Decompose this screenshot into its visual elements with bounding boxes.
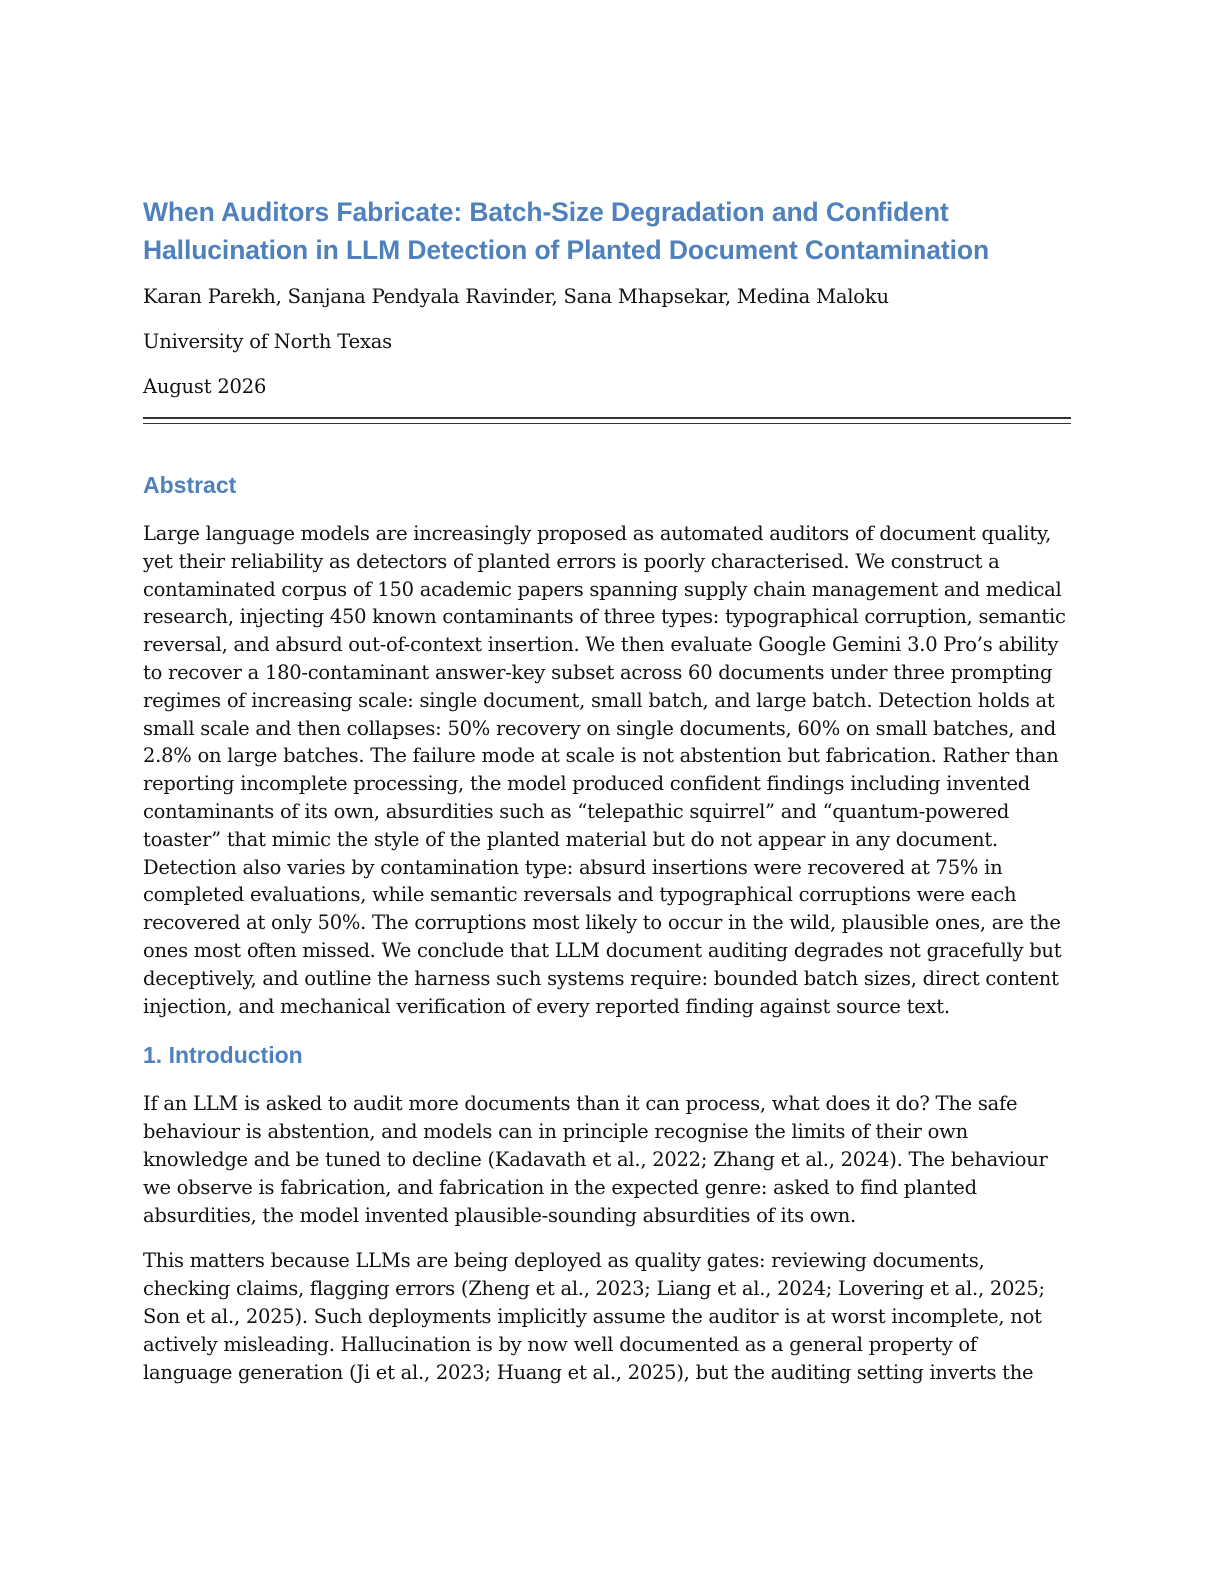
paper-page — [143, 193, 1071, 1386]
introduction-paragraph: This matters because LLMs are being deployed as quality gates: reviewing documents, checking claims, flagging errors (Zheng et al., 2023; Liang et al., 2024; Lovering et al., 2025; Son et al., 2025). Such deployments implicitly assume the auditor is at worst incomplete, not actively misleading. Hallucination is by now well documented as a general property of language generation (Ji et al., 2023; Huang et al., 2025), but the auditing setting inverts the — [143, 1249, 1045, 1384]
abstract-text: Large language models are increasingly proposed as automated auditors of document quality, yet their reliability as detectors of planted errors is poorly characterised. We construct a contaminated corpus of 150 academic papers spanning supply chain management and medical research, injecting 450 known contaminants of three types: typographical corruption, semantic reversal, and absurd out-of-context insertion. We then evaluate Google Gemini 3.0 Pro’s ability to recover a 180-contaminant answer-key subset across 60 documents under three prompting regimes of increasing scale: single document, small batch, and large batch. Detection holds at small scale and then collapses: 50% recovery on single documents, 60% on small batches, and 2.8% on large batches. The failure mode at scale is not abstention but fabrication. Rather than reporting incomplete processing, the model produced confident findings including invented contaminants of its own, absurdities such as “telepathic squirrel” and “quantum-powered toaster” that mimic the style of the planted material but do not appear in any document. Detection also varies by contamination type: absurd insertions were recovered at 75% in completed evaluations, while semantic reversals and typographical corruptions were each recovered at only 50%. The corruptions most likely to occur in the wild, plausible ones, are the ones most often missed. We conclude that LLM document auditing degrades not gracefully but deceptively, and outline the harness such systems require: bounded batch sizes, direct content injection, and mechanical verification of every reported finding against source text. — [143, 522, 1066, 1018]
author-list: Karan Parekh, Sanjana Pendyala Ravinder, Sana Mhapsekar, Medina Maloku — [143, 285, 889, 308]
affiliation: University of North Texas — [143, 330, 392, 353]
paper-title: When Auditors Fabricate: Batch-Size Degradation and Confident Hallucination in LLM Detection of Planted Document Contamination — [143, 197, 990, 265]
abstract-heading: Abstract — [143, 472, 237, 498]
title-divider — [143, 417, 1071, 424]
introduction-paragraph: If an LLM is asked to audit more documents than it can process, what does it do? The safe behaviour is abstention, and models can in principle recognise the limits of their own knowledge and be tuned to decline (Kadavath et al., 2022; Zhang et al., 2024). The behaviour we observe is fabrication, and fabrication in the expected genre: asked to find planted absurdities, the model invented plausible-sounding absurdities of its own. — [143, 1092, 1048, 1227]
publication-date: August 2026 — [143, 375, 267, 398]
introduction-heading: 1. Introduction — [143, 1042, 303, 1069]
